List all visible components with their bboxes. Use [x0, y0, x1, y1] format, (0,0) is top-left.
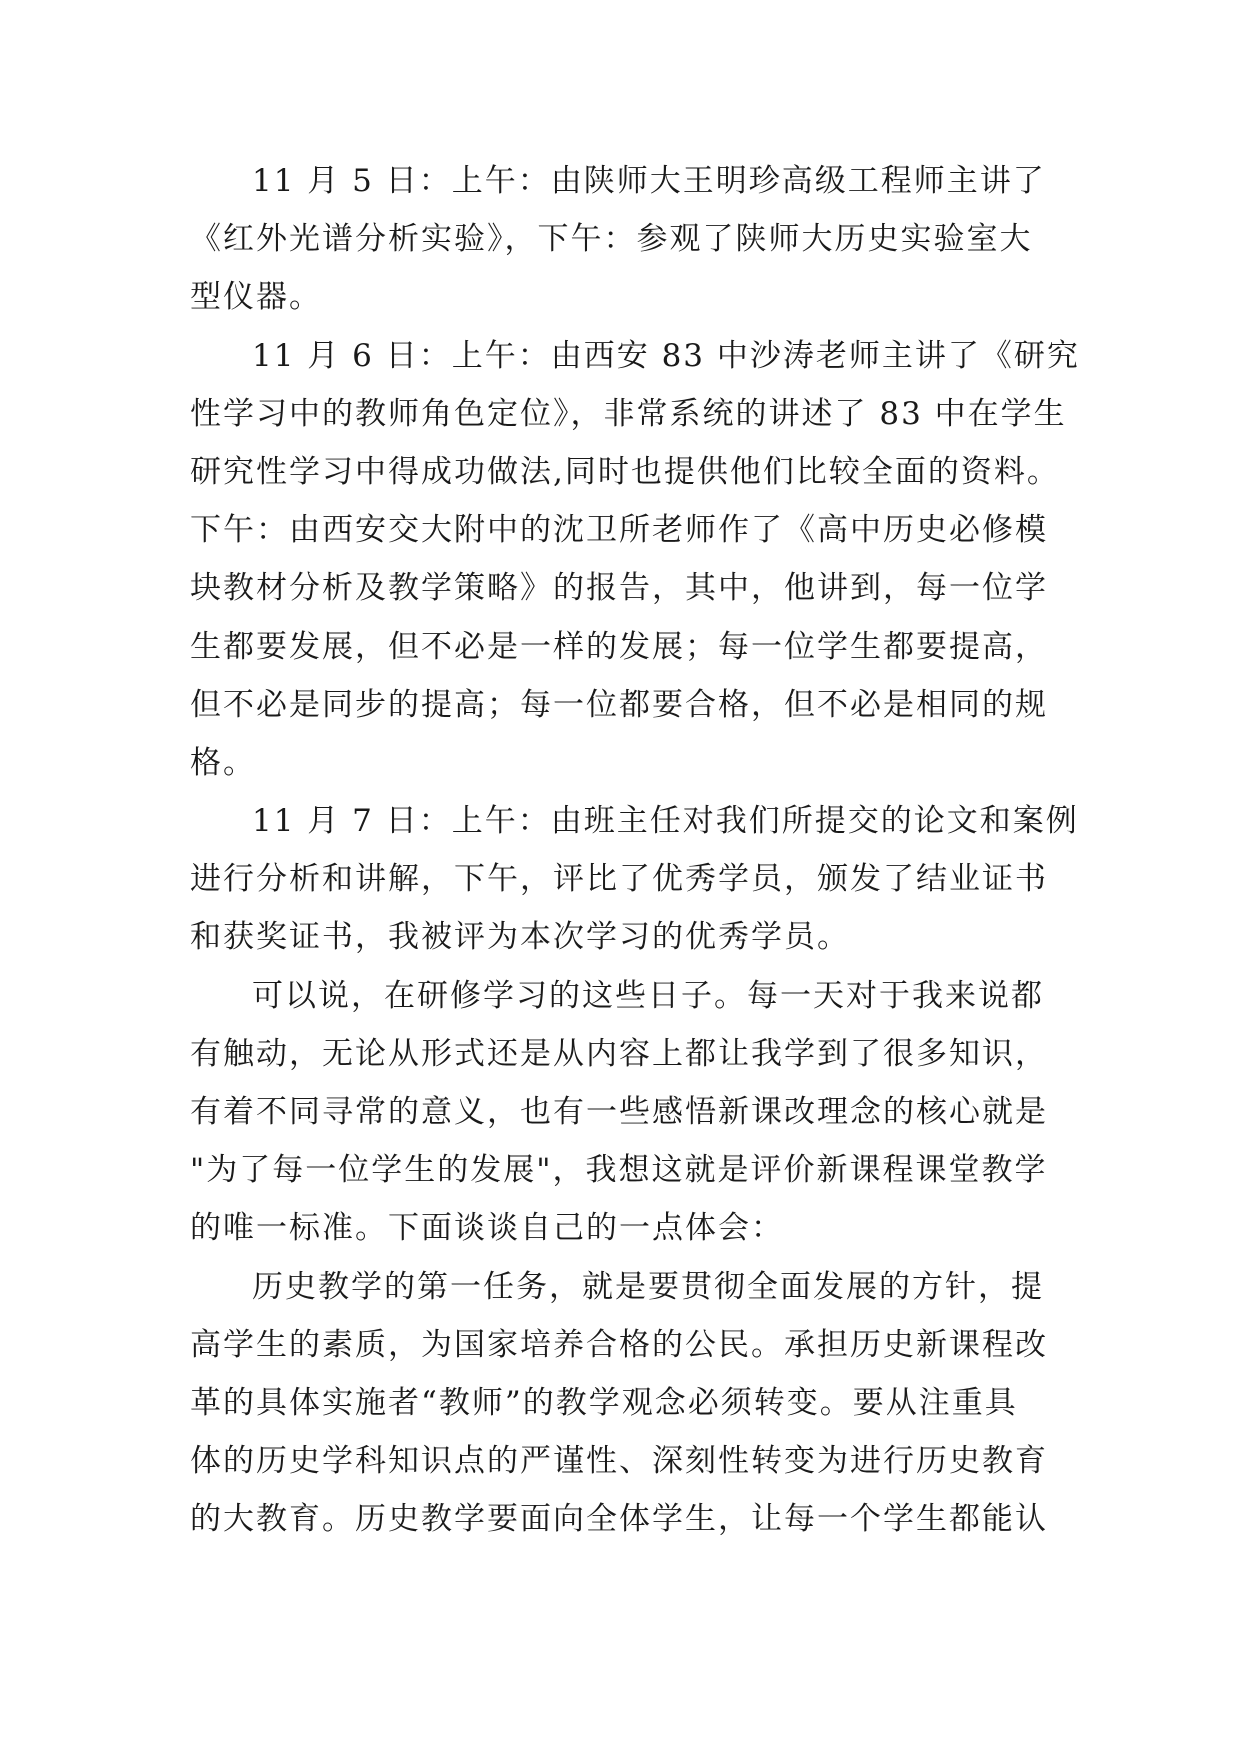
text-line: 型仪器。 — [190, 279, 322, 316]
text-line: 进行分析和讲解，下午，评比了优秀学员，颁发了结业证书 — [190, 861, 1048, 898]
document-body — [190, 152, 1080, 1549]
text-line: 的大教育。历史教学要面向全体学生，让每一个学生都能认 — [190, 1501, 1048, 1538]
text-line: 研究性学习中得成功做法,同时也提供他们比较全面的资料。 — [190, 453, 1060, 490]
text-line: 有着不同寻常的意义，也有一些感悟新课改理念的核心就是 — [190, 1094, 1048, 1130]
text-line: 11 月 5 日：上午：由陕师大王明珍高级工程师主讲了 — [252, 163, 1046, 199]
text-line: 有触动，无论从形式还是从内容上都让我学到了很多知识， — [190, 1035, 1048, 1072]
text-line: 和获奖证书，我被评为本次学习的优秀学员。 — [190, 919, 850, 956]
text-line: 的唯一标准。下面谈谈自己的一点体会： — [190, 1210, 784, 1247]
text-line: 下午：由西安交大附中的沈卫所老师作了《高中历史必修模 — [190, 512, 1048, 549]
text-line: 《红外光谱分析实验》，下午：参观了陕师大历史实验室大 — [190, 221, 1033, 258]
text-line: 生都要发展，但不必是一样的发展；每一位学生都要提高， — [190, 628, 1048, 665]
text-line: "为了每一位学生的发展"，我想这就是评价新课程课堂教学 — [190, 1152, 1048, 1189]
text-line: 革的具体实施者“教师”的教学观念必须转变。要从注重具 — [190, 1384, 1018, 1421]
text-line: 11 月 6 日：上午：由西安 83 中沙涛老师主讲了《研究 — [252, 337, 1080, 374]
text-line: 可以说，在研修学习的这些日子。每一天对于我来说都 — [252, 977, 1044, 1014]
text-line: 块教材分析及教学策略》的报告，其中，他讲到，每一位学 — [190, 570, 1048, 607]
text-line: 11 月 7 日：上午：由班主任对我们所提交的论文和案例 — [252, 803, 1079, 840]
text-line: 格。 — [190, 744, 256, 781]
text-line: 性学习中的教师角色定位》，非常系统的讲述了 83 中在学生 — [190, 395, 1067, 432]
text-line: 体的历史学科知识点的严谨性、深刻性转变为进行历史教育 — [190, 1443, 1048, 1480]
text-line: 但不必是同步的提高；每一位都要合格，但不必是相同的规 — [190, 686, 1048, 723]
text-line: 高学生的素质，为国家培养合格的公民。承担历史新课程改 — [190, 1326, 1048, 1363]
text-line: 历史教学的第一任务，就是要贯彻全面发展的方针，提 — [252, 1268, 1044, 1305]
